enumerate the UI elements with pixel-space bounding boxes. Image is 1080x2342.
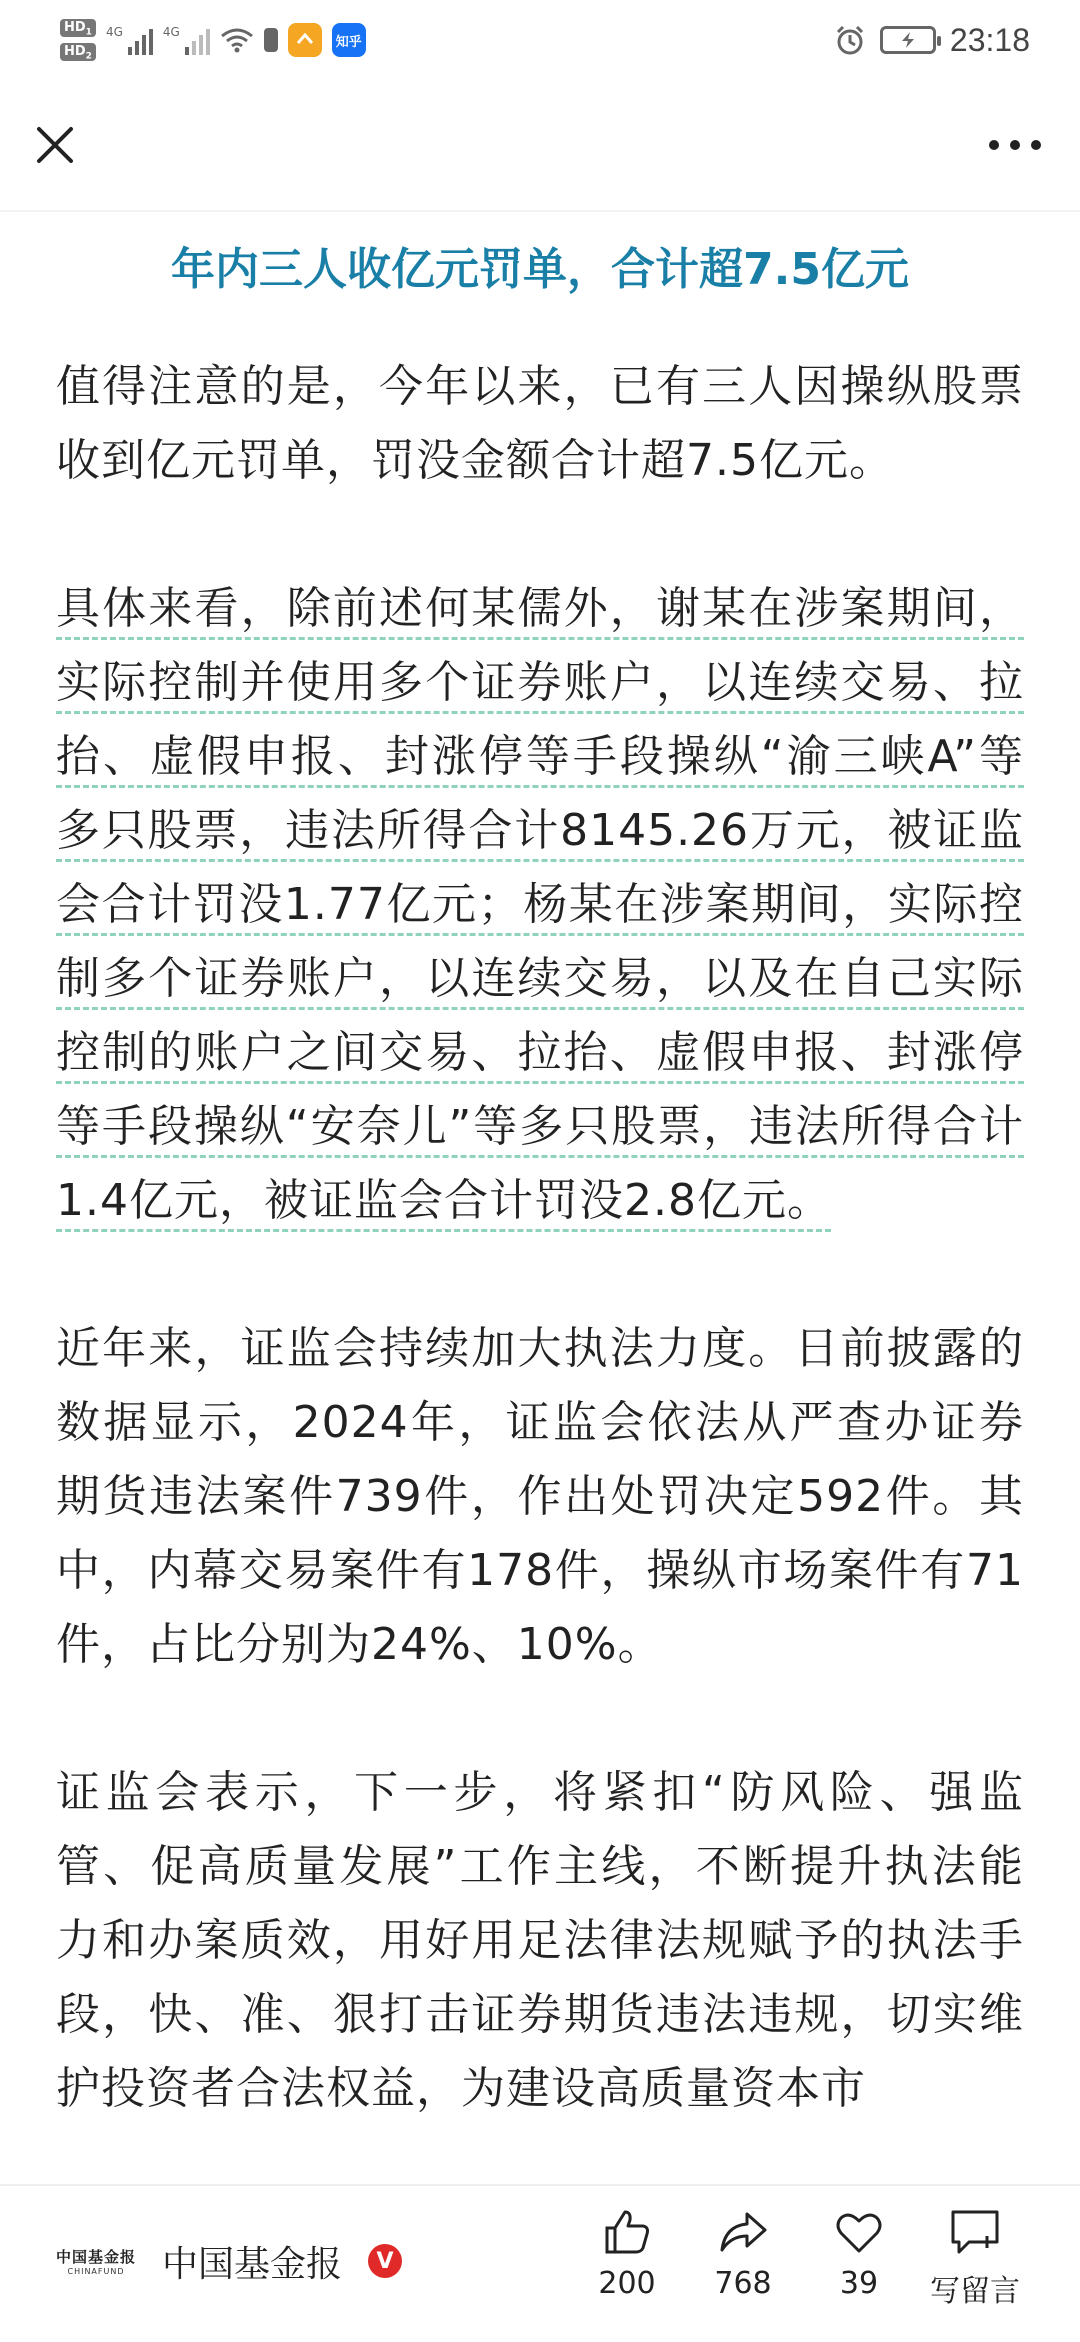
hd-badge-2: $HD_2$ (60, 43, 96, 61)
more-button[interactable] (970, 110, 1060, 180)
thumbs-up-icon (601, 2206, 653, 2258)
paragraph-2[interactable] (56, 572, 1024, 1238)
close-button[interactable] (20, 110, 90, 180)
bottom-bar (0, 2184, 1080, 2342)
share-count: 768 (714, 2266, 772, 2301)
section-title: 年内三人收亿元罚单，合计超7.5亿元 (171, 244, 909, 295)
hd-badge-1: $HD_1$ (60, 19, 96, 37)
more-icon (988, 139, 1042, 151)
share-button[interactable] (688, 2206, 798, 2301)
zhihu-icon: 知乎 (332, 23, 366, 57)
source-logo: 中国基金报 CHINAFUND (56, 2248, 137, 2276)
article-body (56, 212, 1024, 2126)
highlighted-text[interactable]: 具体来看，除前述何某儒外，谢某在涉案期间，实际控制并使用多个证券账户，以连续交易、拉抬、虚假申报、封涨停等手段操纵“渝三峡A”等多只股票，违法所得合计8145.26万元，被证监会合计罚没1.77亿元；杨某在涉案期间，实际控制多个证券账户，以连续交易，以及在自己实际控制的账户之间交易、拉抬、虚假申报、封涨停等手段操纵“安奈儿”等多只股票，违法所得合计1.4亿元，被证监会合计罚没2.8亿元。 (56, 583, 1024, 1226)
app-bar (0, 80, 1080, 212)
source-account[interactable] (56, 2226, 402, 2296)
status-bar-right (834, 12, 1030, 68)
comment-button[interactable] (920, 2206, 1030, 2310)
verified-badge: V (368, 2244, 402, 2278)
status-bar (0, 0, 1080, 80)
source-name[interactable]: 中国基金报 (162, 2243, 343, 2285)
like-button[interactable] (572, 2206, 682, 2301)
paragraph-1: 值得注意的是，今年以来，已有三人因操纵股票收到亿元罚单，罚没金额合计超7.5亿元。 (56, 361, 1024, 486)
battery-icon (880, 26, 936, 54)
status-bar-left (60, 12, 366, 68)
clock: 23:18 (949, 21, 1030, 58)
close-icon (35, 125, 75, 165)
heart-icon (833, 2206, 885, 2258)
paragraph-3: 近年来，证监会持续加大执法力度。日前披露的数据显示，2024年，证监会依法从严查办证券期货违法案件739件，作出处罚决定592件。其中，内幕交易案件有178件，操纵市场案件有71件，占比分别为24%、10%。 (56, 1323, 1024, 1670)
alarm-icon (834, 24, 866, 56)
signal-icon-2: 4G (163, 25, 210, 55)
favorite-count: 39 (839, 2266, 879, 2301)
comment-label: 写留言 (930, 2274, 1020, 2309)
like-count: 200 (598, 2266, 656, 2301)
signal-icon-1: 4G (106, 25, 153, 55)
comment-plus-icon (947, 2206, 1003, 2258)
wifi-icon (220, 27, 254, 53)
small-battery-icon (264, 28, 278, 52)
sim-indicators (60, 19, 96, 61)
favorite-button[interactable] (804, 2206, 914, 2301)
paragraph-4: 证监会表示，下一步，将紧扣“防风险、强监管、促高质量发展”工作主线，不断提升执法能力和办案质效，用好用足法律法规赋予的执法手段，快、准、狠打击证券期货违法违规，切实维护投资者合法权益，为建设高质量资本市 (56, 1767, 1024, 2114)
share-arrow-icon (717, 2206, 769, 2258)
app-notification-icon (288, 23, 322, 57)
